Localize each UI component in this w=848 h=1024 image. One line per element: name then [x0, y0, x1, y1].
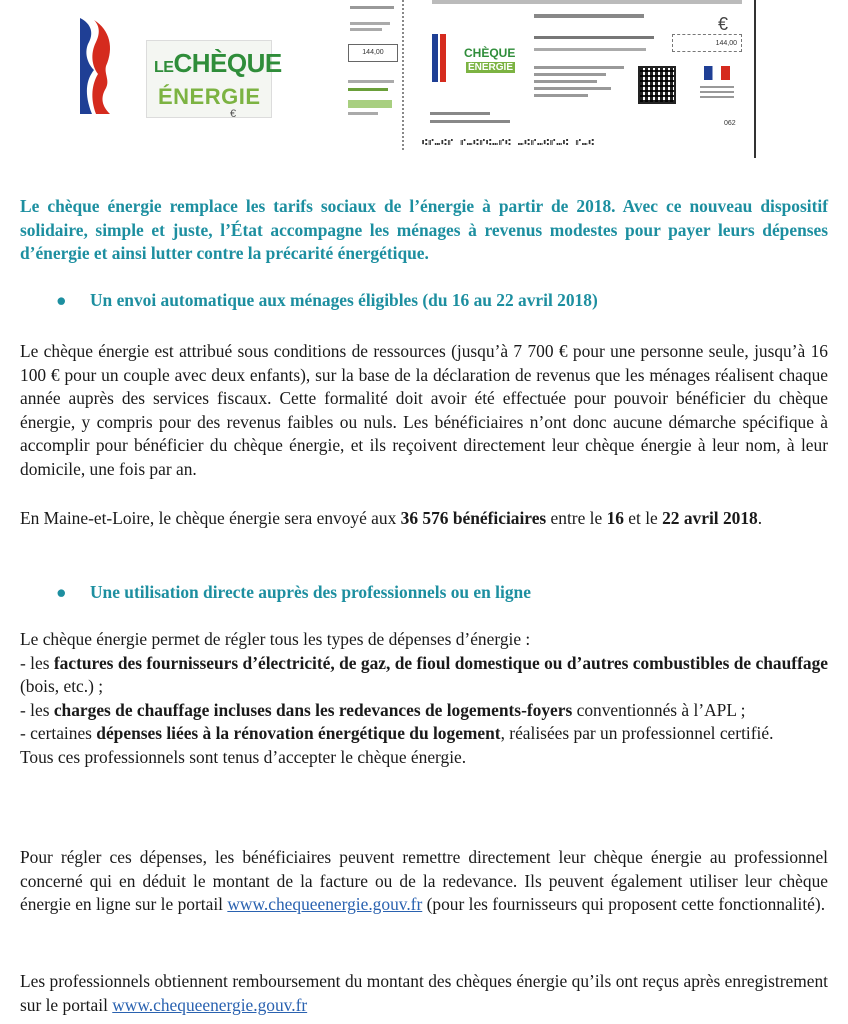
perforation-line — [402, 0, 404, 150]
qr-code-icon — [638, 66, 676, 104]
intro-paragraph: Le chèque énergie remplace les tarifs sociaux de l’énergie à partir de 2018. Avec ce nouveau dispositif solidaire, simple et juste, l’État accompagne les ménages à revenus modestes pour payer leurs dépenses d’énergie et ainsi lutter contre la précarité énergétique. — [20, 196, 828, 263]
cheque-stub — [336, 0, 400, 130]
cheque-amount-box: 144,00 — [672, 34, 742, 52]
mini-flag-icon — [430, 34, 448, 82]
cheque-specimen-image — [336, 0, 756, 160]
cheque-energie-logo — [64, 10, 282, 122]
bullet-icon: ● — [56, 290, 67, 310]
paragraph-conditions: Le chèque énergie est attribué sous conditions de ressources (jusqu’à 7 700 € pour une personne seule, jusqu’à 16 100 € pour un couple avec deux enfants), sur la base de la déclaration de revenus que les ménages réalisent chaque année auprès des services fiscaux. Cette formalité doit avoir été effectuée pour pouvoir bénéficier du chèque énergie, y compris pour des revenus faibles ou nuls. Les bénéficiaires n’ont donc aucune démarche spécifique à accomplir pour bénéficier du chèque énergie, et ils reçoivent directement leur chèque énergie à leur nom, à leur domicile, une fois par an. — [20, 341, 828, 479]
paragraph-reimbursement: Les professionnels obtiennent remboursement du montant des chèques énergie qu’ils ont reçus après enregistrement sur le portail www.chequeenergie.gouv.fr — [20, 971, 828, 1015]
mini-logo-line2: ÉNERGIE — [468, 62, 514, 73]
section-heading-envoi: ● Un envoi automatique aux ménages éligibles (du 16 au 22 avril 2018) — [56, 290, 598, 310]
cheque-mini-logo — [430, 30, 530, 88]
logo-title-line2: ÉNERGIE — [158, 84, 261, 109]
list-item: - les factures des fournisseurs d’électricité, de gaz, de fioul domestique ou d’autres combustibles de chauffage (bois, etc.) ; — [20, 652, 828, 697]
cheque-body — [406, 0, 754, 160]
section-heading-utilisation: ● Une utilisation directe auprès des professionnels ou en ligne — [56, 582, 531, 602]
beneficiary-block — [534, 66, 624, 101]
list-item: - les charges de chauffage incluses dans les redevances de logements-foyers conventionnés à l’APL ; — [20, 699, 746, 720]
republique-francaise-mark — [692, 66, 742, 106]
paragraph-payment: Pour régler ces dépenses, les bénéficiaires peuvent remettre directement leur chèque énergie au professionnel concerné qui en déduit le montant de la facture ou de la redevance. Ils peuvent également utiliser leur chèque énergie en ligne sur le portail www.chequeenergie.gouv.fr (pour les fournisseurs qui proposent cette fonctionnalité). — [20, 847, 828, 915]
marianne-flag-icon — [70, 14, 114, 118]
logo-title-line1: LECHÈQUE — [154, 48, 282, 78]
portal-link[interactable]: www.chequeenergie.gouv.fr — [227, 894, 423, 915]
micr-line: ⑆⑈⑉⑆⑈ ⑈⑉⑆⑈⑆⑉⑈⑆ ⑉⑆⑈⑉⑆⑈⑉⑆ ⑈⑉⑆ — [422, 138, 595, 148]
bullet-icon: ● — [56, 582, 67, 602]
stub-amount-box: 144,00 — [348, 44, 398, 62]
beneficiaries-count: 36 576 bénéficiaires — [400, 508, 547, 528]
cheque-edge-line — [754, 0, 756, 158]
portal-link[interactable]: www.chequeenergie.gouv.fr — [112, 994, 308, 1015]
paragraph-expense-types: Le chèque énergie permet de régler tous les types de dépenses d’énergie : - les factures des fournisseurs d’électricité, de gaz, de fioul domestique ou d’autres combustibles de chauffage (bois, etc.) ; - les charges de chauffage incluses dans les redevances de logements-foyers conventionnés à l’APL ; - certaines dépenses liées à la rénovation énergétique du logement, réalisées par un professionnel certifié. Tous ces professionnels sont tenus d’accepter le chèque énergie. — [20, 629, 828, 767]
paragraph-maine-et-loire: En Maine-et-Loire, le chèque énergie sera envoyé aux 36 576 bénéficiaires entre le 16 et le 22 avril 2018. — [20, 508, 763, 528]
list-item: - certaines dépenses liées à la rénovation énergétique du logement, réalisées par un professionnel certifié. — [20, 723, 774, 744]
cheque-code: 062 — [724, 120, 736, 127]
mini-logo-line1: CHÈQUE — [464, 46, 516, 60]
logo-euro-symbol: € — [230, 108, 237, 120]
cheque-euro-symbol: € — [718, 14, 729, 34]
